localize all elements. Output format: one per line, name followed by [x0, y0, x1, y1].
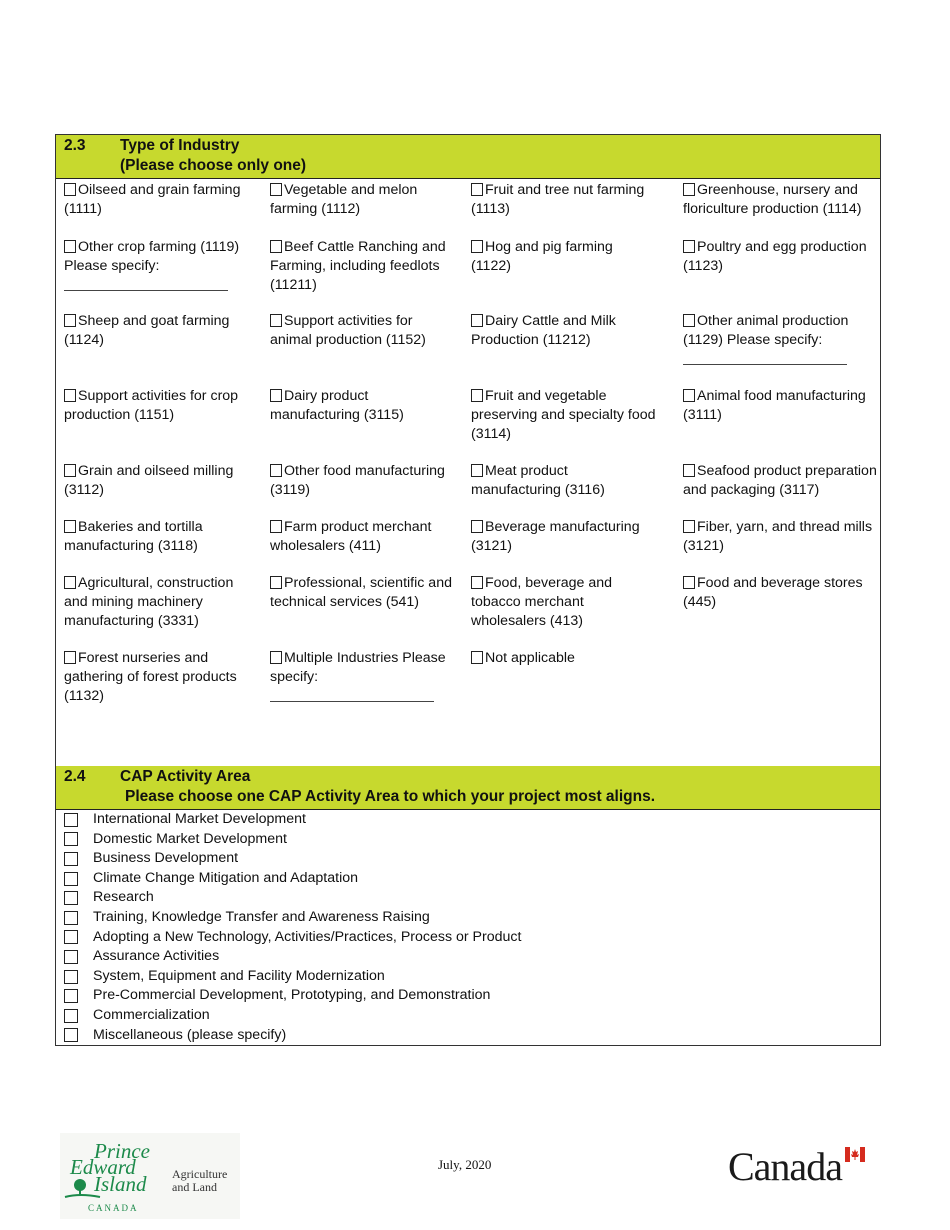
industry-option[interactable]: Beverage manufacturing (3121)	[471, 519, 640, 554]
section-subtitle: (Please choose only one)	[120, 157, 307, 174]
cap-option[interactable]: Domestic Market Development	[64, 830, 880, 850]
industry-option[interactable]: Other animal production (1129) Please specify:	[683, 312, 878, 365]
industry-option[interactable]: Oilseed and grain farming (1111)	[64, 182, 241, 217]
footer-date: July, 2020	[438, 1157, 492, 1172]
section-2-3-header	[56, 135, 880, 179]
industry-option[interactable]: Dairy Cattle and Milk Production (11212)	[471, 313, 616, 348]
checkbox[interactable]	[270, 183, 282, 196]
industry-option[interactable]: Multiple Industries Please specify:	[270, 649, 455, 702]
section-2-4-header	[56, 766, 880, 810]
checkbox[interactable]	[64, 989, 78, 1003]
industry-option[interactable]: Support activities for animal production (1152)	[270, 313, 426, 348]
checkbox[interactable]	[64, 314, 76, 327]
industry-option[interactable]: Seafood product preparation and packaging (3117)	[683, 463, 877, 498]
checkbox[interactable]	[683, 314, 695, 327]
industry-option[interactable]: Not applicable	[471, 649, 656, 668]
section-title: Type of Industry	[120, 137, 240, 154]
checkbox[interactable]	[683, 520, 695, 533]
cap-option[interactable]: Research	[64, 888, 880, 908]
checkbox[interactable]	[64, 576, 76, 589]
industry-option[interactable]: Forest nurseries and gathering of forest products (1132)	[64, 650, 237, 704]
industry-option[interactable]: Poultry and egg production (1123)	[683, 239, 867, 274]
industry-option[interactable]: Dairy product manufacturing (3115)	[270, 388, 404, 423]
checkbox[interactable]	[270, 464, 282, 477]
checkbox[interactable]	[683, 576, 695, 589]
industry-option[interactable]: Support activities for crop production (1151)	[64, 388, 239, 423]
industry-option[interactable]: Farm product merchant wholesalers (411)	[270, 519, 432, 554]
checkbox[interactable]	[64, 1009, 78, 1023]
svg-text:Edward: Edward	[70, 1155, 136, 1179]
checkbox[interactable]	[270, 240, 282, 253]
industry-option[interactable]: Food, beverage and tobacco merchant wholesalers (413)	[471, 575, 612, 629]
industry-option[interactable]: Other food manufacturing (3119)	[270, 463, 445, 498]
industry-option[interactable]: Beef Cattle Ranching and Farming, including feedlots (11211)	[270, 239, 446, 293]
checkbox[interactable]	[64, 1028, 78, 1042]
checkbox[interactable]	[683, 240, 695, 253]
checkbox[interactable]	[64, 950, 78, 964]
industry-option[interactable]: Sheep and goat farming (1124)	[64, 313, 230, 348]
checkbox[interactable]	[64, 930, 78, 944]
cap-option[interactable]: Business Development	[64, 849, 880, 869]
checkbox[interactable]	[683, 183, 695, 196]
checkbox[interactable]	[64, 240, 76, 253]
industry-option[interactable]: Greenhouse, nursery and floriculture production (1114)	[683, 182, 862, 217]
cap-option[interactable]: Commercialization	[64, 1006, 880, 1026]
checkbox[interactable]	[471, 576, 483, 589]
checkbox[interactable]	[270, 389, 282, 402]
checkbox[interactable]	[471, 520, 483, 533]
checkbox[interactable]	[270, 314, 282, 327]
checkbox[interactable]	[683, 389, 695, 402]
industry-options-grid	[56, 179, 880, 766]
industry-option[interactable]: Food and beverage stores (445)	[683, 575, 863, 610]
checkbox[interactable]	[471, 464, 483, 477]
checkbox[interactable]	[64, 651, 76, 664]
specify-line[interactable]	[64, 278, 228, 291]
section-number: 2.4	[64, 768, 86, 785]
cap-activity-list	[56, 810, 880, 1045]
checkbox[interactable]	[270, 576, 282, 589]
checkbox[interactable]	[471, 389, 483, 402]
industry-option[interactable]: Meat product manufacturing (3116)	[471, 463, 605, 498]
section-title: CAP Activity Area	[120, 768, 251, 785]
industry-option[interactable]: Hog and pig farming (1122)	[471, 239, 613, 274]
checkbox[interactable]	[64, 832, 78, 846]
department-name: Agriculture and Land	[172, 1167, 228, 1194]
industry-option[interactable]: Agricultural, construction and mining machinery manufacturing (3331)	[64, 575, 234, 629]
cap-option[interactable]: Assurance Activities	[64, 947, 880, 967]
industry-option[interactable]: Grain and oilseed milling (3112)	[64, 463, 234, 498]
checkbox[interactable]	[64, 852, 78, 866]
svg-text:Island: Island	[94, 1172, 147, 1196]
industry-option[interactable]: Fruit and vegetable preserving and specialty food (3114)	[471, 388, 656, 442]
svg-text:Prince: Prince	[94, 1139, 150, 1163]
cap-option[interactable]: Adopting a New Technology, Activities/Practices, Process or Product	[64, 928, 880, 948]
checkbox[interactable]	[270, 651, 282, 664]
checkbox[interactable]	[64, 891, 78, 905]
cap-option[interactable]: Training, Knowledge Transfer and Awareness Raising	[64, 908, 880, 928]
checkbox[interactable]	[683, 464, 695, 477]
industry-option[interactable]: Bakeries and tortilla manufacturing (3118)	[64, 519, 203, 554]
section-subtitle: Please choose one CAP Activity Area to which your project most aligns.	[125, 788, 656, 805]
checkbox[interactable]	[270, 520, 282, 533]
specify-line[interactable]	[683, 352, 847, 365]
checkbox[interactable]	[64, 389, 76, 402]
cap-option[interactable]: International Market Development	[64, 810, 880, 830]
checkbox[interactable]	[64, 911, 78, 925]
industry-option[interactable]: Fiber, yarn, and thread mills (3121)	[683, 519, 873, 554]
industry-option[interactable]: Other crop farming (1119) Please specify:	[64, 238, 249, 291]
checkbox[interactable]	[64, 872, 78, 886]
checkbox[interactable]	[471, 183, 483, 196]
svg-text:CANADA: CANADA	[88, 1203, 139, 1213]
specify-line[interactable]	[270, 689, 434, 702]
checkbox[interactable]	[64, 464, 76, 477]
checkbox[interactable]	[471, 314, 483, 327]
cap-option[interactable]: System, Equipment and Facility Modernization	[64, 967, 880, 987]
canada-wordmark: Canada	[728, 1144, 842, 1189]
checkbox[interactable]	[64, 520, 76, 533]
industry-option[interactable]: Professional, scientific and technical services (541)	[270, 575, 452, 610]
cap-option[interactable]: Climate Change Mitigation and Adaptation	[64, 869, 880, 889]
industry-option[interactable]: Vegetable and melon farming (1112)	[270, 182, 418, 217]
canada-flag-icon	[845, 1147, 865, 1162]
checkbox[interactable]	[64, 970, 78, 984]
industry-option[interactable]: Fruit and tree nut farming (1113)	[471, 182, 645, 217]
cap-option[interactable]: Pre-Commercial Development, Prototyping, and Demonstration	[64, 986, 880, 1006]
cap-option[interactable]: Miscellaneous (please specify)	[64, 1026, 880, 1046]
checkbox[interactable]	[471, 651, 483, 664]
checkbox[interactable]	[64, 813, 78, 827]
checkbox[interactable]	[471, 240, 483, 253]
section-number: 2.3	[64, 137, 86, 154]
checkbox[interactable]	[64, 183, 76, 196]
application-form	[55, 134, 881, 1046]
industry-option[interactable]: Animal food manufacturing (3111)	[683, 388, 866, 423]
